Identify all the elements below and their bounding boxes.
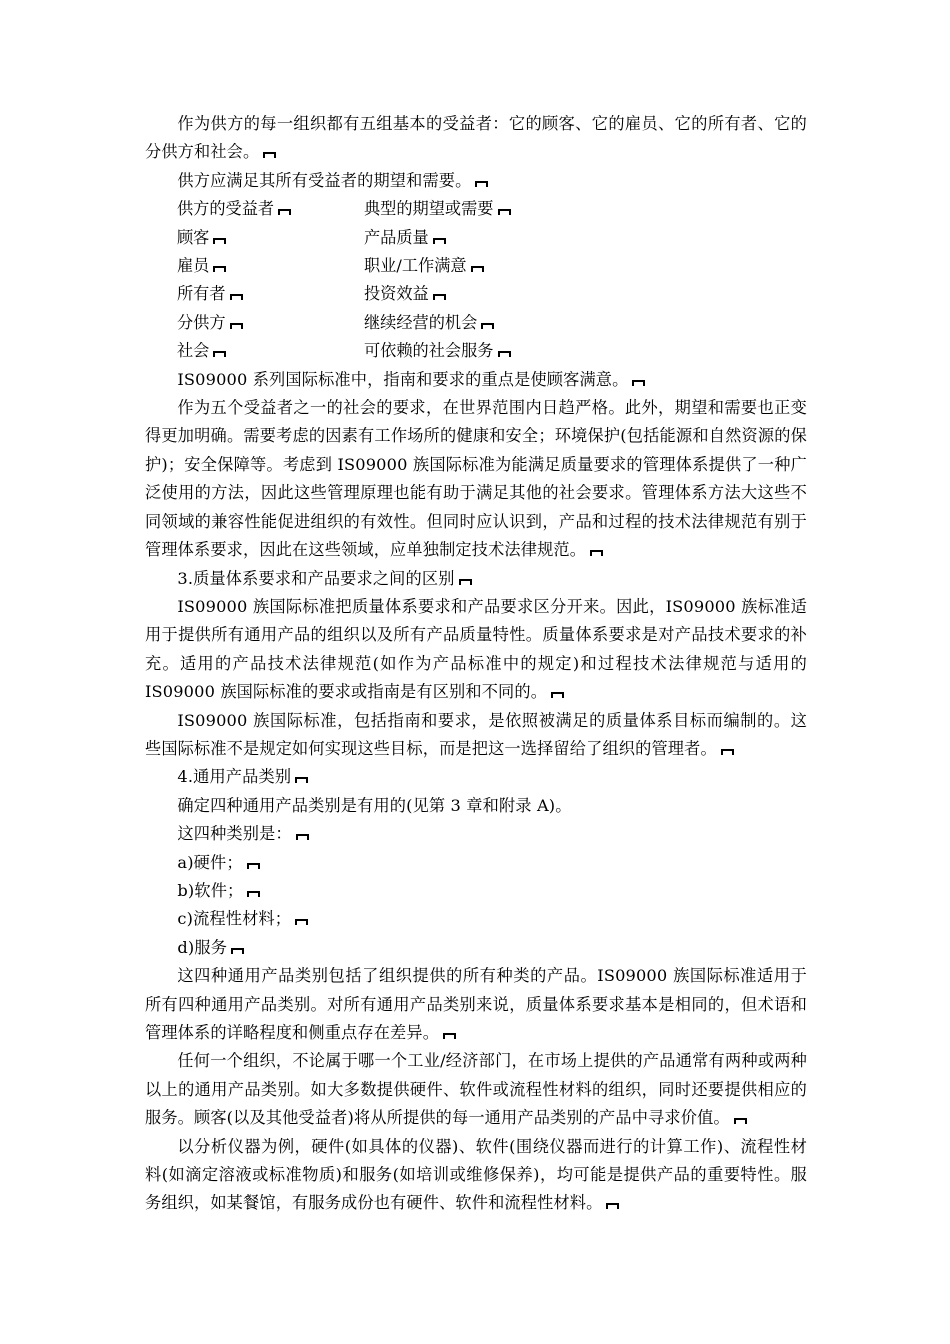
table-row: 雇员 职业/工作满意 (177, 252, 807, 280)
paragraph-mark-icon (606, 1203, 619, 1209)
list-item: b)软件； (145, 877, 807, 905)
table-row: 所有者 投资效益 (177, 280, 807, 308)
list-item: a)硬件； (145, 849, 807, 877)
paragraph-mark-icon (443, 1033, 456, 1039)
paragraph-mark-icon (213, 351, 226, 357)
table-header-row: 供方的受益者 典型的期望或需要 (177, 195, 807, 223)
paragraph: 供方应满足其所有受益者的期望和需要。 (145, 167, 807, 195)
paragraph-mark-icon (278, 209, 291, 215)
table-row: 分供方 继续经营的机会 (177, 309, 807, 337)
paragraph-mark-icon (213, 238, 226, 244)
paragraph-mark-icon (551, 692, 564, 698)
paragraph-mark-icon (433, 238, 446, 244)
paragraph: IS09000 系列国际标准中，指南和要求的重点是使顾客满意。 (145, 366, 807, 394)
paragraph-mark-icon (734, 1118, 747, 1124)
section-heading: 4.通用产品类别 (145, 763, 807, 791)
paragraph-mark-icon (481, 323, 494, 329)
table-row: 顾客 产品质量 (177, 224, 807, 252)
paragraph: IS09000 族国际标准把质量体系要求和产品要求区分开来。因此，IS09000 族标准适用于提供所有通用产品的组织以及所有产品质量特性。质量体系要求是对产品技术要求的补充。适用的产品技术法律规范(如作为产品标准中的规定)和过程技术法律规范与适用的 IS09000 族国际标准的要求或指南是有区别和不同的。 (145, 596, 807, 702)
paragraph-mark-icon (433, 294, 446, 300)
paragraph-mark-icon (230, 294, 243, 300)
list-item: c)流程性材料； (145, 905, 807, 933)
paragraph-mark-icon (231, 948, 244, 954)
paragraph-mark-icon (721, 749, 734, 755)
paragraph-mark-icon (247, 891, 260, 897)
paragraph: 任何一个组织，不论属于哪一个工业/经济部门，在市场上提供的产品通常有两种或两种以上的通用产品类别。如大多数提供硬件、软件或流程性材料的组织，同时还要提供相应的服务。顾客(以及其他受益者)将从所提供的每一通用产品类别的产品中寻求价值。 (145, 1051, 807, 1128)
paragraph-mark-icon (498, 209, 511, 215)
document-body (145, 110, 807, 1218)
paragraph-mark-icon (590, 550, 603, 556)
list-item: d)服务 (145, 934, 807, 962)
paragraph: IS09000 族国际标准，包括指南和要求，是依照被满足的质量体系目标而编制的。这些国际标准不是规定如何实现这些目标，而是把这一选择留给了组织的管理者。 (145, 710, 807, 758)
paragraph-mark-icon (230, 323, 243, 329)
paragraph-mark-icon (247, 863, 260, 869)
paragraph-mark-icon (498, 351, 511, 357)
paragraph: 作为五个受益者之一的社会的要求，在世界范围内日趋严格。此外，期望和需要也正变得更加明确。需要考虑的因素有工作场所的健康和安全；环境保护(包括能源和自然资源的保护)；安全保障等。考虑到 IS09000 族国际标准为能满足质量要求的管理体系提供了一种广泛使用的方法，因此这些管理原理也能有助于满足其他的社会要求。管理体系方法大这些不同领域的兼容性能促进组织的有效性。但同时应认识到，产品和过程的技术法律规范有别于管理体系要求，因此在这些领域，应单独制定技术法律规范。 (145, 398, 807, 560)
paragraph: 这四种通用产品类别包括了组织提供的所有种类的产品。IS09000 族国际标准适用于所有四种通用产品类别。对所有通用产品类别来说，质量体系要求基本是相同的，但术语和管理体系的详略程度和侧重点存在差异。 (145, 966, 807, 1042)
paragraph-mark-icon (632, 380, 645, 386)
paragraph-mark-icon (475, 181, 488, 187)
section-heading: 3.质量体系要求和产品要求之间的区别 (145, 565, 807, 593)
paragraph: 这四种类别是： (145, 820, 807, 848)
paragraph-mark-icon (459, 579, 472, 585)
paragraph-mark-icon (295, 777, 308, 783)
paragraph: 作为供方的每一组织都有五组基本的受益者：它的顾客、它的雇员、它的所有者、它的分供方和社会。 (145, 114, 807, 162)
paragraph-mark-icon (263, 152, 276, 158)
paragraph-mark-icon (296, 834, 309, 840)
paragraph: 确定四种通用产品类别是有用的(见第 3 章和附录 A)。 (177, 795, 572, 815)
paragraph-mark-icon (471, 266, 484, 272)
table-row: 社会 可依赖的社会服务 (177, 337, 807, 365)
paragraph-mark-icon (295, 919, 308, 925)
paragraph-mark-icon (213, 266, 226, 272)
paragraph: 以分析仪器为例，硬件(如具体的仪器)、软件(围绕仪器而进行的计算工作)、流程性材料(如滴定溶液或标准物质)和服务(如培训或维修保养)，均可能是提供产品的重要特性。服务组织，如某餐馆，有服务成份也有硬件、软件和流程性材料。 (145, 1136, 807, 1213)
